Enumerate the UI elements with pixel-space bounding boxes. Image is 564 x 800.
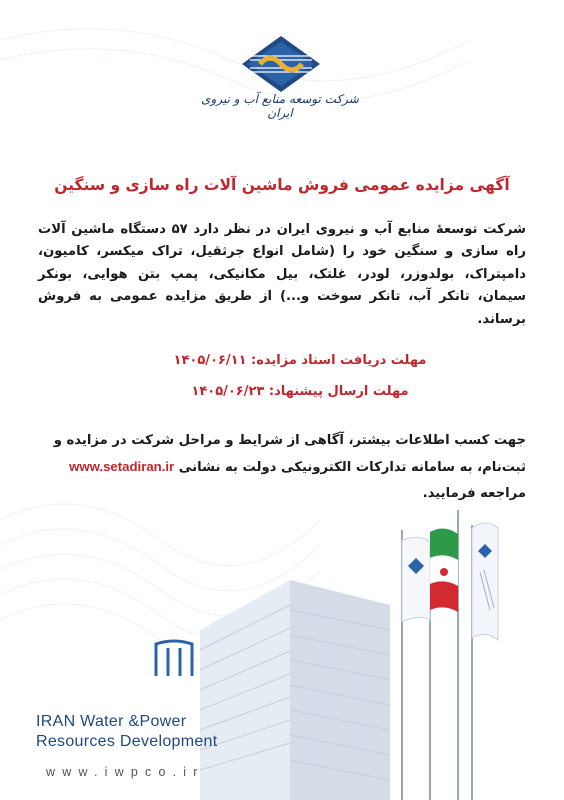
iran-flag xyxy=(430,528,458,612)
company-name-en-line1: IRAN Water &Power xyxy=(36,713,187,730)
company-name-fa: شرکت توسعه منابع آب و نیروی ایران xyxy=(201,92,359,120)
company-name-en-line2: Resources Development xyxy=(36,733,218,750)
deadline-proposals: مهلت ارسال پیشنهاد: ۱۴۰۵/۰۶/۲۳ xyxy=(191,384,409,399)
contact-text: جهت کسب اطلاعات بیشتر، آگاهی از شرایط و مراحل شرکت در مزایده و ثبت‌نام، به سامانه تدارکات الکترونیکی دولت به نشانی xyxy=(53,433,526,475)
company-name-en xyxy=(36,712,218,752)
building-graphic xyxy=(200,580,390,800)
notice-title: آگهی مزایده عمومی فروش ماشین آلات راه سازی و سنگین xyxy=(54,176,510,194)
contact-closing: مراجعه فرمایید. xyxy=(422,486,526,501)
notice-body: شرکت توسعۀ منابع آب و نیروی ایران در نظر دارد ۵۷ دستگاه ماشین آلات راه سازی و سنگین خود را (شامل انواع جرثقیل، تراک میکسر، کامیون، دامپتراک، بولدوزر، لودر، غلتک، بیل مکانیکی، پمپ بتن هوایی، بونکر سیمان، تانکر آب، تانکر سوخت و...) از طریق مزایده عمومی به فروش برساند. xyxy=(38,222,526,327)
company-logo-icon xyxy=(238,34,324,94)
building-emblem-icon xyxy=(152,638,196,678)
company-flag-left xyxy=(402,537,430,622)
contact-info xyxy=(38,428,526,507)
company-website[interactable]: www.iwpco.ir xyxy=(46,765,205,779)
building-flags-illustration xyxy=(140,510,564,800)
deadline-documents: مهلت دریافت اسناد مزایده: ۱۴۰۵/۰۶/۱۱ xyxy=(173,353,427,368)
company-flag-right xyxy=(472,523,498,640)
setadiran-link[interactable]: www.setadiran.ir xyxy=(69,459,175,474)
